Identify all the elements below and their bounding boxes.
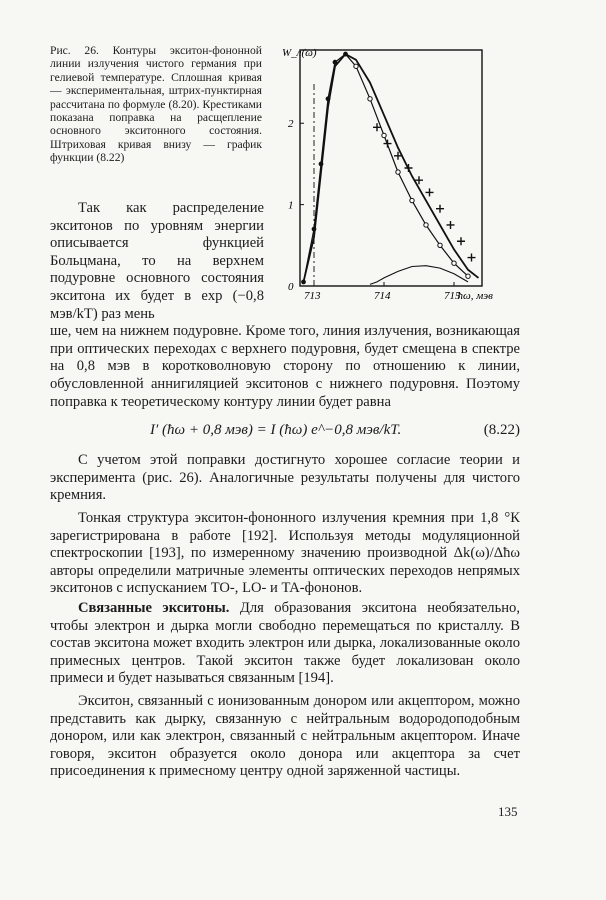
formula-expression: I′ (ħω + 0,8 мэв) = I (ħω) e^−0,8 мэв/kT.: [150, 422, 402, 438]
paragraph-1-text: [50, 200, 520, 411]
formula-number: (8.22): [483, 422, 520, 438]
y-tick-label: 2: [288, 118, 294, 131]
y-tick-label: 0: [288, 281, 294, 293]
calculated-point: [326, 96, 331, 101]
calculated-point: [343, 52, 348, 57]
correction-cross: [426, 188, 434, 196]
formula-8-22: [150, 422, 520, 439]
paragraph-1-narrow: Так как распределение экситонов по уровням энергии описывается функцией Больцмана, то на верхнем подуровне основного состояния экситона их будет в exp (−0,8 мэв/kT) раз мень: [50, 200, 264, 322]
calculated-point: [368, 97, 372, 101]
x-axis-label: ħω, мэв: [457, 290, 493, 302]
calculated-point: [396, 170, 400, 174]
x-tick-label: 715: [444, 290, 461, 302]
paragraph-2: [50, 452, 520, 505]
x-tick-label: 713: [304, 290, 321, 302]
paragraph-2-text: С учетом этой поправки достигнуто хорошее согласие теории и эксперимента (рис. 26). Аналогичные результаты получены для чистого кремния.: [50, 452, 520, 504]
paragraph-3-text: Тонкая структура экситон-фононного излучения кремния при 1,8 °К зарегистрирована в работе [192]. Используя методы модуляционной спектроскопии [193], по измеренному значению производной Δk(ω)/Δħω авторы определили матричные элементы оптических переходов непрямых экситонов с испусканием TO-, LO- и TA-фононов.: [50, 510, 520, 597]
calculated-point: [354, 64, 358, 68]
paragraph-3: [50, 510, 520, 598]
paragraph-1: [50, 200, 520, 411]
section-heading-bound-excitons: Связанные экситоны.: [78, 600, 230, 616]
y-tick-label: 1: [288, 199, 294, 212]
calculated-point: [382, 133, 386, 137]
y-axis-label: W_л(ω): [282, 47, 317, 59]
paragraph-5-text: Экситон, связанный с ионизованным донором или акцептором, можно представить как дырку, связанную с нейтральным водородоподобным донором, или как электрон, связанный с нейтральным акцептором. Иначе говоря, экситон образуется около донора или акцептора за счет присоединения к примесному центру одной заряженной частицы.: [50, 693, 520, 780]
caption-text: Рис. 26. Контуры экситон-фононной линии излучения чистого германия при гелиевой температуре. Сплошная кривая — экспериментальная, штрих-пунктирная рассчитана по формуле (8.20). Крестиками показана поправка на расщепление основного экситонного состояния. Штриховая кривая внизу — график функции (8.22): [50, 44, 262, 165]
paragraph-1-full: ше, чем на нижнем подуровне. Кроме того, линия излучения, возникающая при оптических переходах с верхнего подуровня, будет смещена в спектре на 0,8 мэв в коротковолновую сторону по отношению к линии, обусловленной аннигиляцией экситонов с нижнего подуровня. Поэтому поправка к теоретическому контуру линии будет равна: [50, 323, 520, 410]
figure-caption: [50, 44, 262, 165]
paragraph-4: [50, 600, 520, 688]
paragraph-4-text: Для образования экситона необязательно, чтобы электрон и дырка могли свободно перемещаться по кристаллу. В состав экситона может входить электрон или дырка, локализованные около примесных центров. Такой экситон также будет локализован около примеси и будет называться связанным [194].: [50, 600, 520, 687]
correction-cross: [384, 140, 392, 148]
x-tick-label: 714: [374, 290, 391, 302]
page-number: 135: [498, 804, 518, 819]
paragraph-5: [50, 693, 520, 781]
calculated-point: [319, 162, 324, 167]
calculated-point: [333, 60, 338, 65]
